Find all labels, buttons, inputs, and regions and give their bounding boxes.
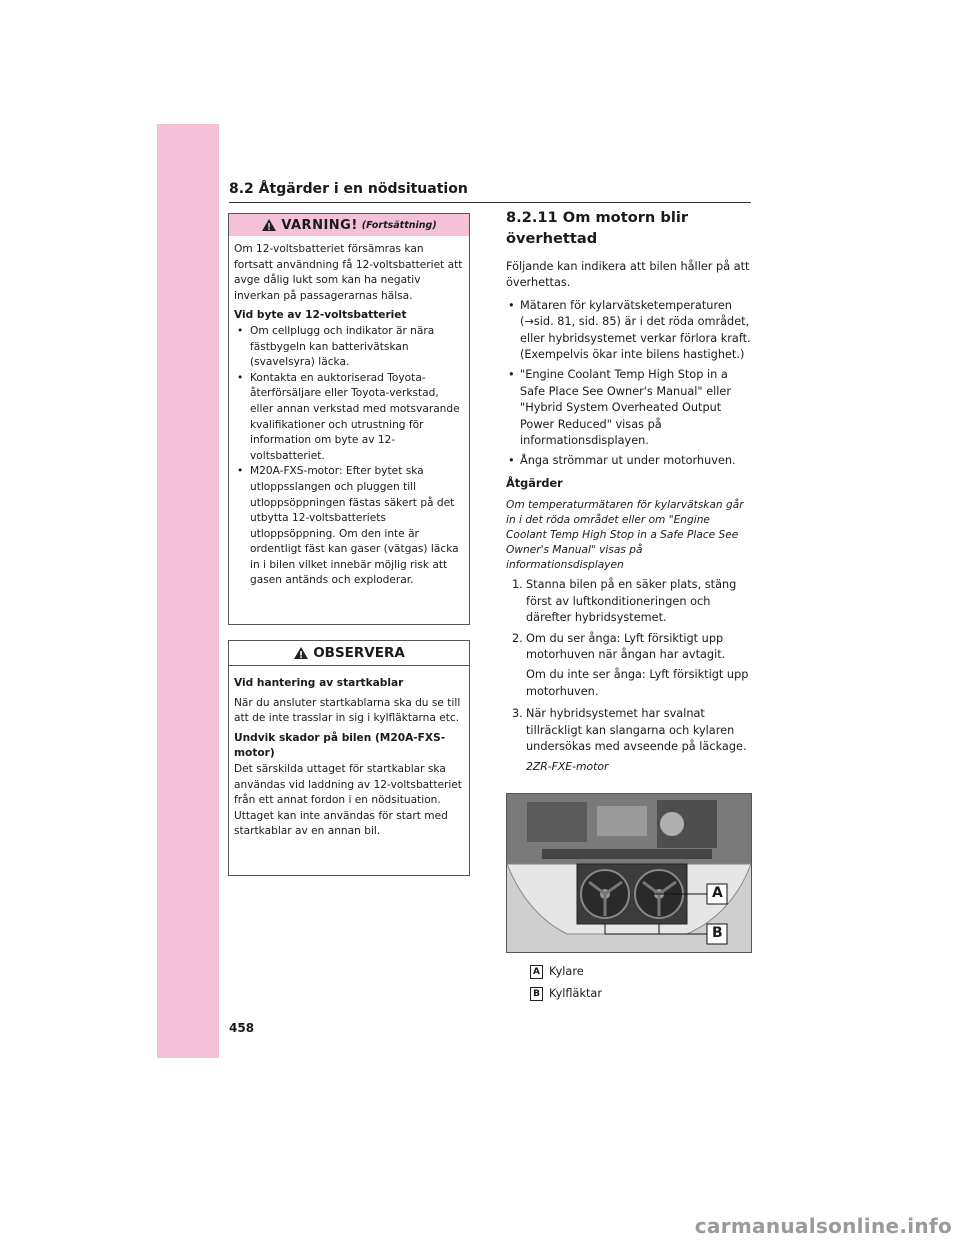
symptom-item: • Mätaren för kylarvätsketemperaturen (→sid. 81, sid. 85) är i det röda området, eller hybridsystemet verkar förlora kraft. (Exempelvis ökar inte bilens hastighet.) [506, 298, 752, 364]
steps-list [506, 577, 752, 663]
watermark: carmanualsonline.info [694, 1214, 952, 1238]
step-number: 2. [512, 631, 523, 645]
steps-list-cont [506, 706, 752, 755]
step-text: När hybridsystemet har svalnat tillräckligt kan slangarna och kylaren undersökas med avseende på läckage. [526, 707, 747, 753]
engine-bay-illustration [506, 793, 752, 953]
figure-caption: 2ZR-FXE-motor [526, 760, 609, 774]
section-header [229, 178, 751, 203]
chapter-side-tab [157, 124, 219, 1058]
legend-letter: B [530, 987, 543, 1001]
figure-legend [530, 961, 602, 1005]
warning-box [228, 213, 470, 625]
legend-text: Kylfläktar [549, 987, 602, 1000]
step-item [506, 706, 752, 755]
warning-intro: Om 12-voltsbatteriet försämras kan fortsatt användning få 12-voltsbatteriet att avge dålig lukt som kan ha negativ inverkan på passagerarnas hälsa. [234, 243, 463, 302]
warning-list [234, 324, 464, 589]
notice-text-1: När du ansluter startkablarna ska du se till att de inte trasslar in sig i kylfläktarna etc. [234, 696, 461, 725]
symptom-item: • Ånga strömmar ut under motorhuven. [506, 453, 752, 469]
legend-text: Kylare [549, 965, 584, 978]
warning-subtitle: (Fortsättning) [361, 219, 437, 231]
actions-condition: Om temperaturmätaren för kylarvätskan går in i det röda området eller om "Engine Coolant Temp High Stop in a Safe Place See Owner's Manual" visas på informationsdisplayen [506, 499, 744, 572]
warning-title: VARNING! [281, 217, 358, 233]
actions-heading: Åtgärder [506, 476, 563, 490]
warning-heading: Vid byte av 12-voltsbatteriet [234, 309, 407, 322]
caution-triangle-icon [293, 646, 309, 660]
warning-header [229, 214, 469, 236]
step-text: Stanna bilen på en säker plats, stäng först av luftkonditioneringen och därefter hybridsystemet. [526, 578, 737, 625]
notice-header [229, 641, 469, 666]
notice-text-2: Det särskilda uttaget för startkablar ska användas vid laddning av 12-voltsbatteriet från ett annat fordon i en nödsituation. Uttaget kan inte användas för start med startkablar av en annan bil. [234, 762, 462, 838]
page-number: 458 [229, 1021, 255, 1035]
legend-row [530, 983, 602, 1005]
warning-item: • M20A-FXS-motor: Efter bytet ska utloppsslangen och pluggen till utloppsöppningen fästas säkert på det utbytta 12-voltsbatteriets utloppsöppning. Om den inte är ordentligt fäst kan gaser (vätgas) läcka in i bilen vilket innebär möjlig risk att gasen antänds och exploderar. [234, 464, 464, 589]
figure-label-b: B [712, 925, 723, 941]
main-section [506, 207, 752, 782]
warning-triangle-icon [261, 218, 277, 232]
warning-body [229, 236, 469, 589]
warning-item: • Kontakta en auktoriserad Toyota-återförsäljare eller Toyota-verkstad, eller annan verkstad med motsvarande kvalifikationer och utrustning för information om byte av 12-voltsbatteriet. [234, 371, 464, 465]
step-item [506, 631, 752, 664]
section-intro: Följande kan indikera att bilen håller på att överhettas. [506, 260, 750, 290]
notice-title: OBSERVERA [313, 645, 405, 661]
symptom-item: • "Engine Coolant Temp High Stop in a Safe Place See Owner's Manual" eller "Hybrid System Overheated Output Power Reduced" visas på informationsdisplayen. [506, 367, 752, 449]
warning-item: • Om cellplugg och indikator är nära fästbygeln kan batterivätskan (svavelsyra) läcka. [234, 324, 464, 371]
symptom-list [506, 298, 752, 470]
legend-row [530, 961, 602, 983]
section-title: 8.2.11 Om motorn blir överhettad [506, 209, 689, 247]
section-header-title: 8.2 Åtgärder i en nödsituation [229, 181, 468, 197]
notice-heading-2: Undvik skador på bilen (M20A-FXS-motor) [234, 731, 446, 760]
step-2-extra: Om du inte ser ånga: Lyft försiktigt upp motorhuven. [526, 668, 749, 698]
notice-box [228, 640, 470, 876]
step-number: 1. [512, 578, 523, 592]
step-text: Om du ser ånga: Lyft försiktigt upp motorhuven när ångan har avtagit. [526, 631, 726, 661]
legend-letter: A [530, 965, 543, 979]
step-item [506, 577, 752, 626]
notice-body [229, 666, 469, 840]
figure-label-a: A [712, 885, 723, 901]
notice-heading-1: Vid hantering av startkablar [234, 677, 404, 689]
step-number: 3. [512, 707, 523, 721]
